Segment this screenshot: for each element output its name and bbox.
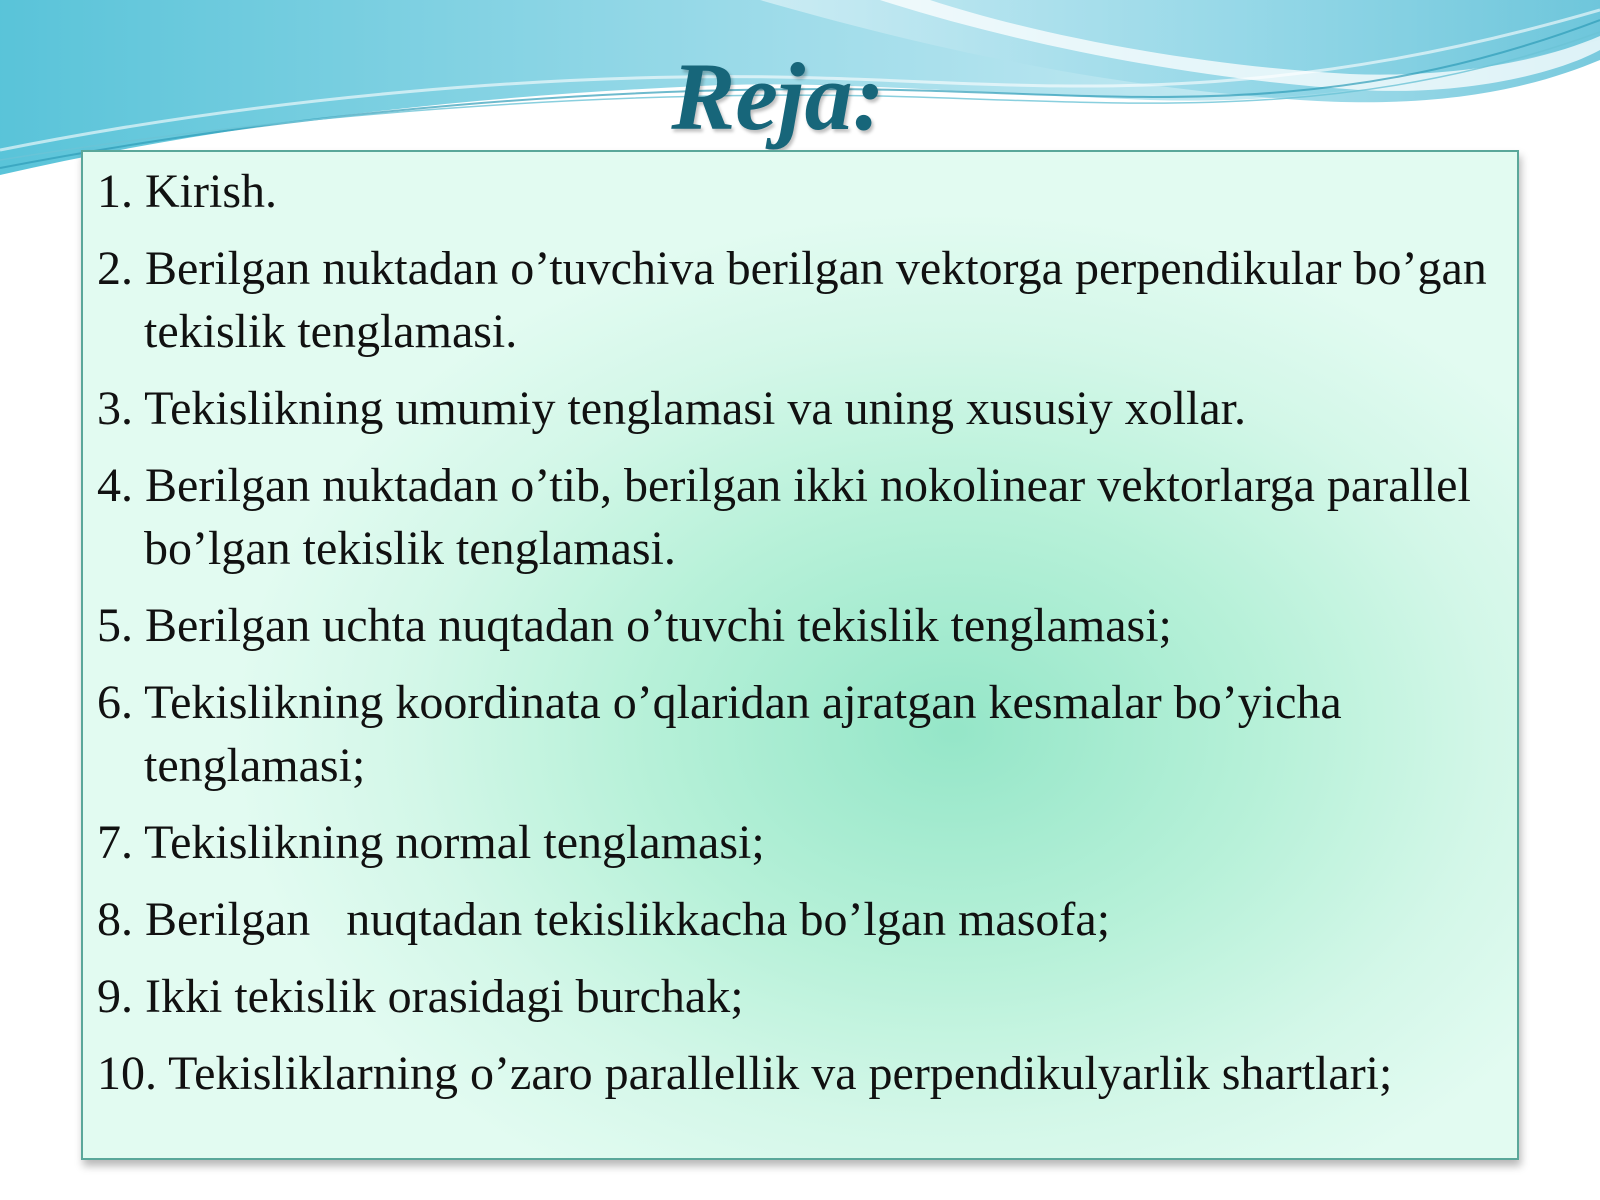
plan-item-5: 5. Berilgan uchta nuqtadan o’tuvchi tekislik tenglamasi; [97, 599, 1172, 652]
slide-title: Reja: [671, 43, 885, 150]
plan-item-3: 3. Tekislikning umumiy tenglamasi va uning xususiy xollar. [97, 382, 1247, 435]
plan-list [83, 152, 1517, 1105]
plan-item-10: 10. Tekisliklarning o’zaro parallellik va perpendikulyarlik shartlari; [97, 1047, 1393, 1100]
plan-item-9: 9. Ikki tekislik orasidagi burchak; [97, 970, 744, 1023]
plan-item-2: 2. Berilgan nuktadan o’tuvchiva berilgan vektorga perpendikular bo’gan tekislik tenglamasi. [97, 242, 1499, 358]
plan-item-6: 6. Tekislikning koordinata o’qlaridan ajratgan kesmalar bo’yicha tenglamasi; [97, 676, 1354, 792]
plan-item-7: 7. Tekislikning normal tenglamasi; [97, 816, 765, 869]
plan-item-8: 8. Berilgan nuqtadan tekislikkacha bo’lgan masofa; [97, 893, 1111, 946]
plan-item-4: 4. Berilgan nuktadan o’tib, berilgan ikki nokolinear vektorlarga parallel bo’lgan tekislik tenglamasi. [97, 459, 1483, 575]
plan-item-1: 1. Kirish. [97, 165, 277, 218]
plan-content-box [81, 150, 1519, 1160]
